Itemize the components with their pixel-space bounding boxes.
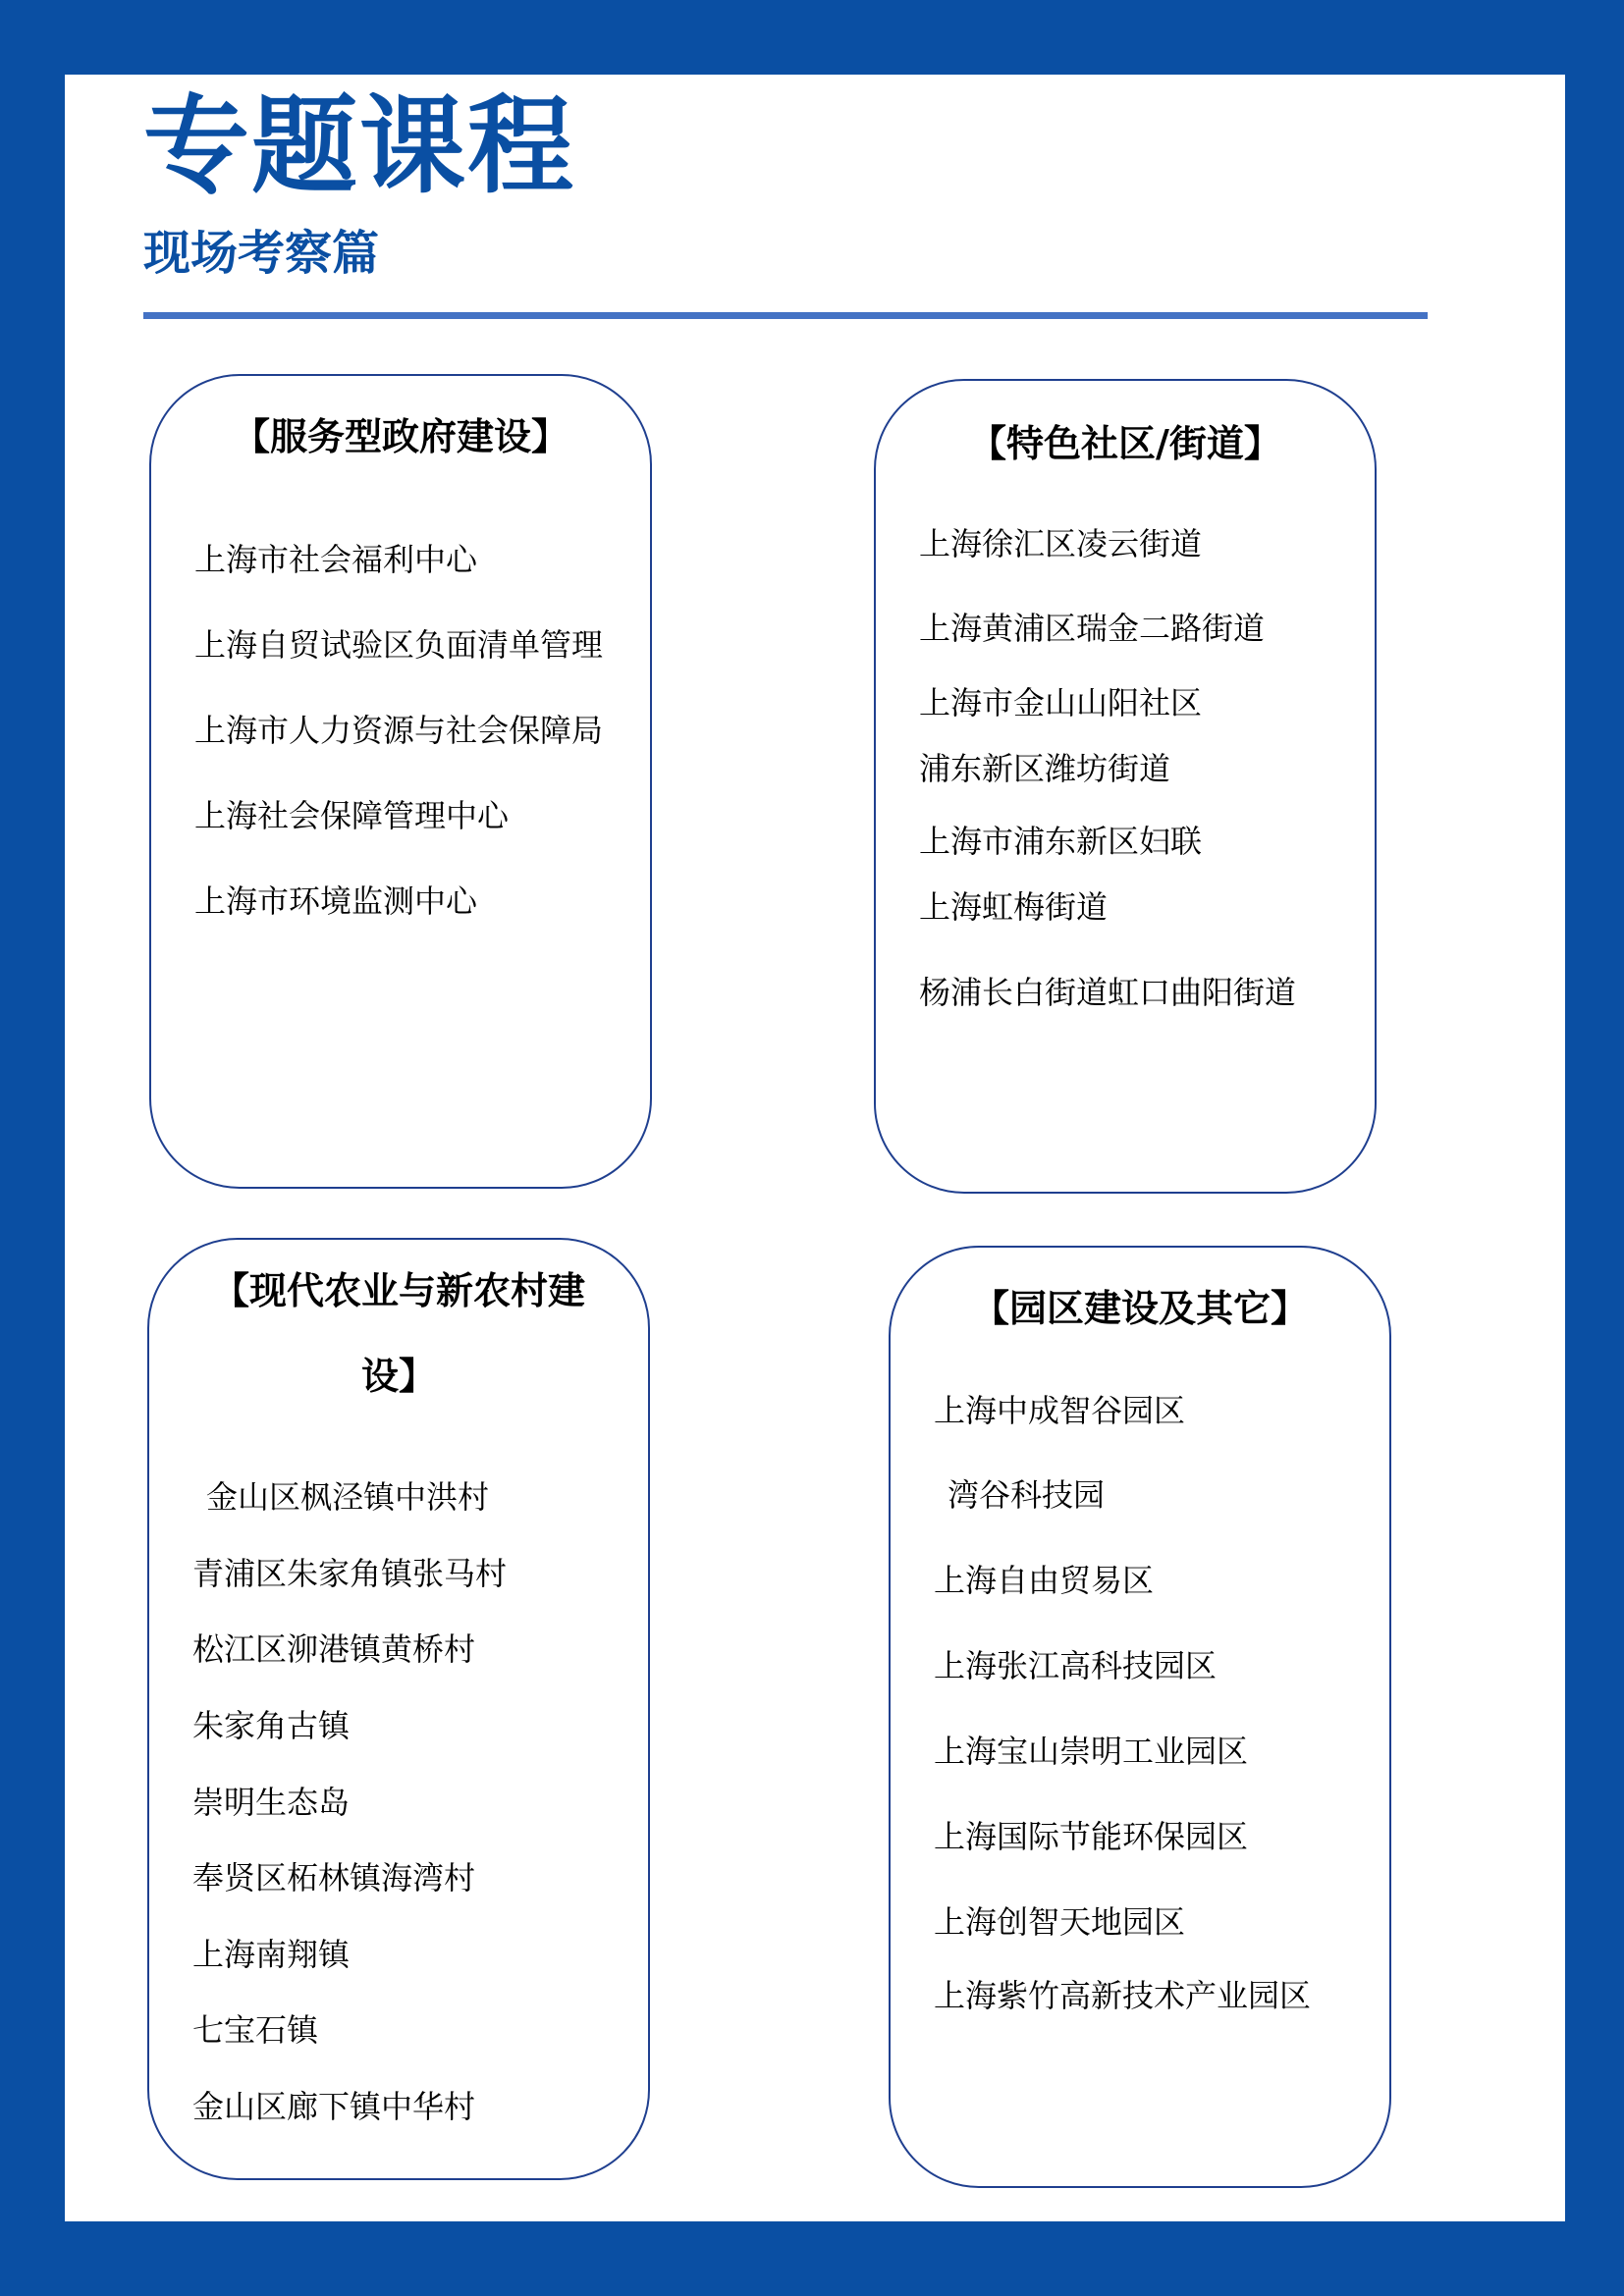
page-frame-bottom (0, 2221, 1624, 2296)
page-subtitle: 现场考察篇 (143, 226, 380, 281)
list-item: 上海黄浦区瑞金二路街道 (919, 610, 1266, 647)
list-item: 崇明生态岛 (192, 1784, 351, 1821)
card-heading: 【特色社区/街道】 (969, 422, 1281, 465)
list-item: 金山区枫泾镇中洪村 (206, 1478, 490, 1516)
list-item: 上海国际节能环保园区 (934, 1818, 1249, 1855)
list-item: 浦东新区潍坊街道 (919, 750, 1171, 787)
list-item: 金山区廊下镇中华村 (192, 2088, 476, 2125)
page-frame-right (1565, 0, 1624, 2296)
list-item: 上海自由贸易区 (934, 1562, 1155, 1599)
card-heading: 【园区建设及其它】 (971, 1287, 1308, 1330)
page-title: 专题课程 (143, 85, 576, 208)
card-heading: 【服务型政府建设】 (232, 415, 568, 458)
list-item: 上海中成智谷园区 (934, 1392, 1186, 1429)
list-item: 湾谷科技园 (947, 1476, 1106, 1514)
list-item: 上海张江高科技园区 (934, 1647, 1218, 1684)
list-item: 青浦区朱家角镇张马村 (192, 1555, 508, 1592)
list-item: 奉贤区柘林镇海湾村 (192, 1859, 476, 1896)
page-frame-top (0, 0, 1624, 75)
list-item: 杨浦长白街道虹口曲阳街道 (919, 974, 1297, 1011)
list-item: 上海徐汇区凌云街道 (919, 525, 1203, 562)
list-item: 七宝石镇 (192, 2011, 319, 2049)
list-item: 上海紫竹高新技术产业园区 (934, 1977, 1312, 2014)
list-item: 上海市社会福利中心 (194, 541, 478, 578)
card-modern-agriculture (147, 1238, 650, 2180)
list-item: 上海虹梅街道 (919, 888, 1109, 926)
list-item: 上海南翔镇 (192, 1936, 351, 1973)
card-heading-continued: 设】 (360, 1355, 436, 1398)
list-item: 上海创智天地园区 (934, 1903, 1186, 1941)
page-frame-left (0, 0, 65, 2296)
list-item: 上海市浦东新区妇联 (919, 823, 1203, 860)
title-divider (143, 312, 1428, 319)
list-item: 上海市金山山阳社区 (919, 684, 1203, 721)
list-item: 松江区泖港镇黄桥村 (192, 1630, 476, 1668)
list-item: 上海市环境监测中心 (194, 882, 478, 920)
card-heading: 【现代农业与新农村建 (211, 1269, 585, 1312)
list-item: 朱家角古镇 (192, 1707, 351, 1744)
list-item: 上海市人力资源与社会保障局 (194, 712, 604, 749)
list-item: 上海社会保障管理中心 (194, 797, 510, 834)
list-item: 上海宝山崇明工业园区 (934, 1733, 1249, 1770)
list-item: 上海自贸试验区负面清单管理 (194, 626, 604, 664)
card-service-government (149, 374, 652, 1189)
card-community-streets (874, 379, 1377, 1194)
card-park-construction (889, 1246, 1391, 2188)
